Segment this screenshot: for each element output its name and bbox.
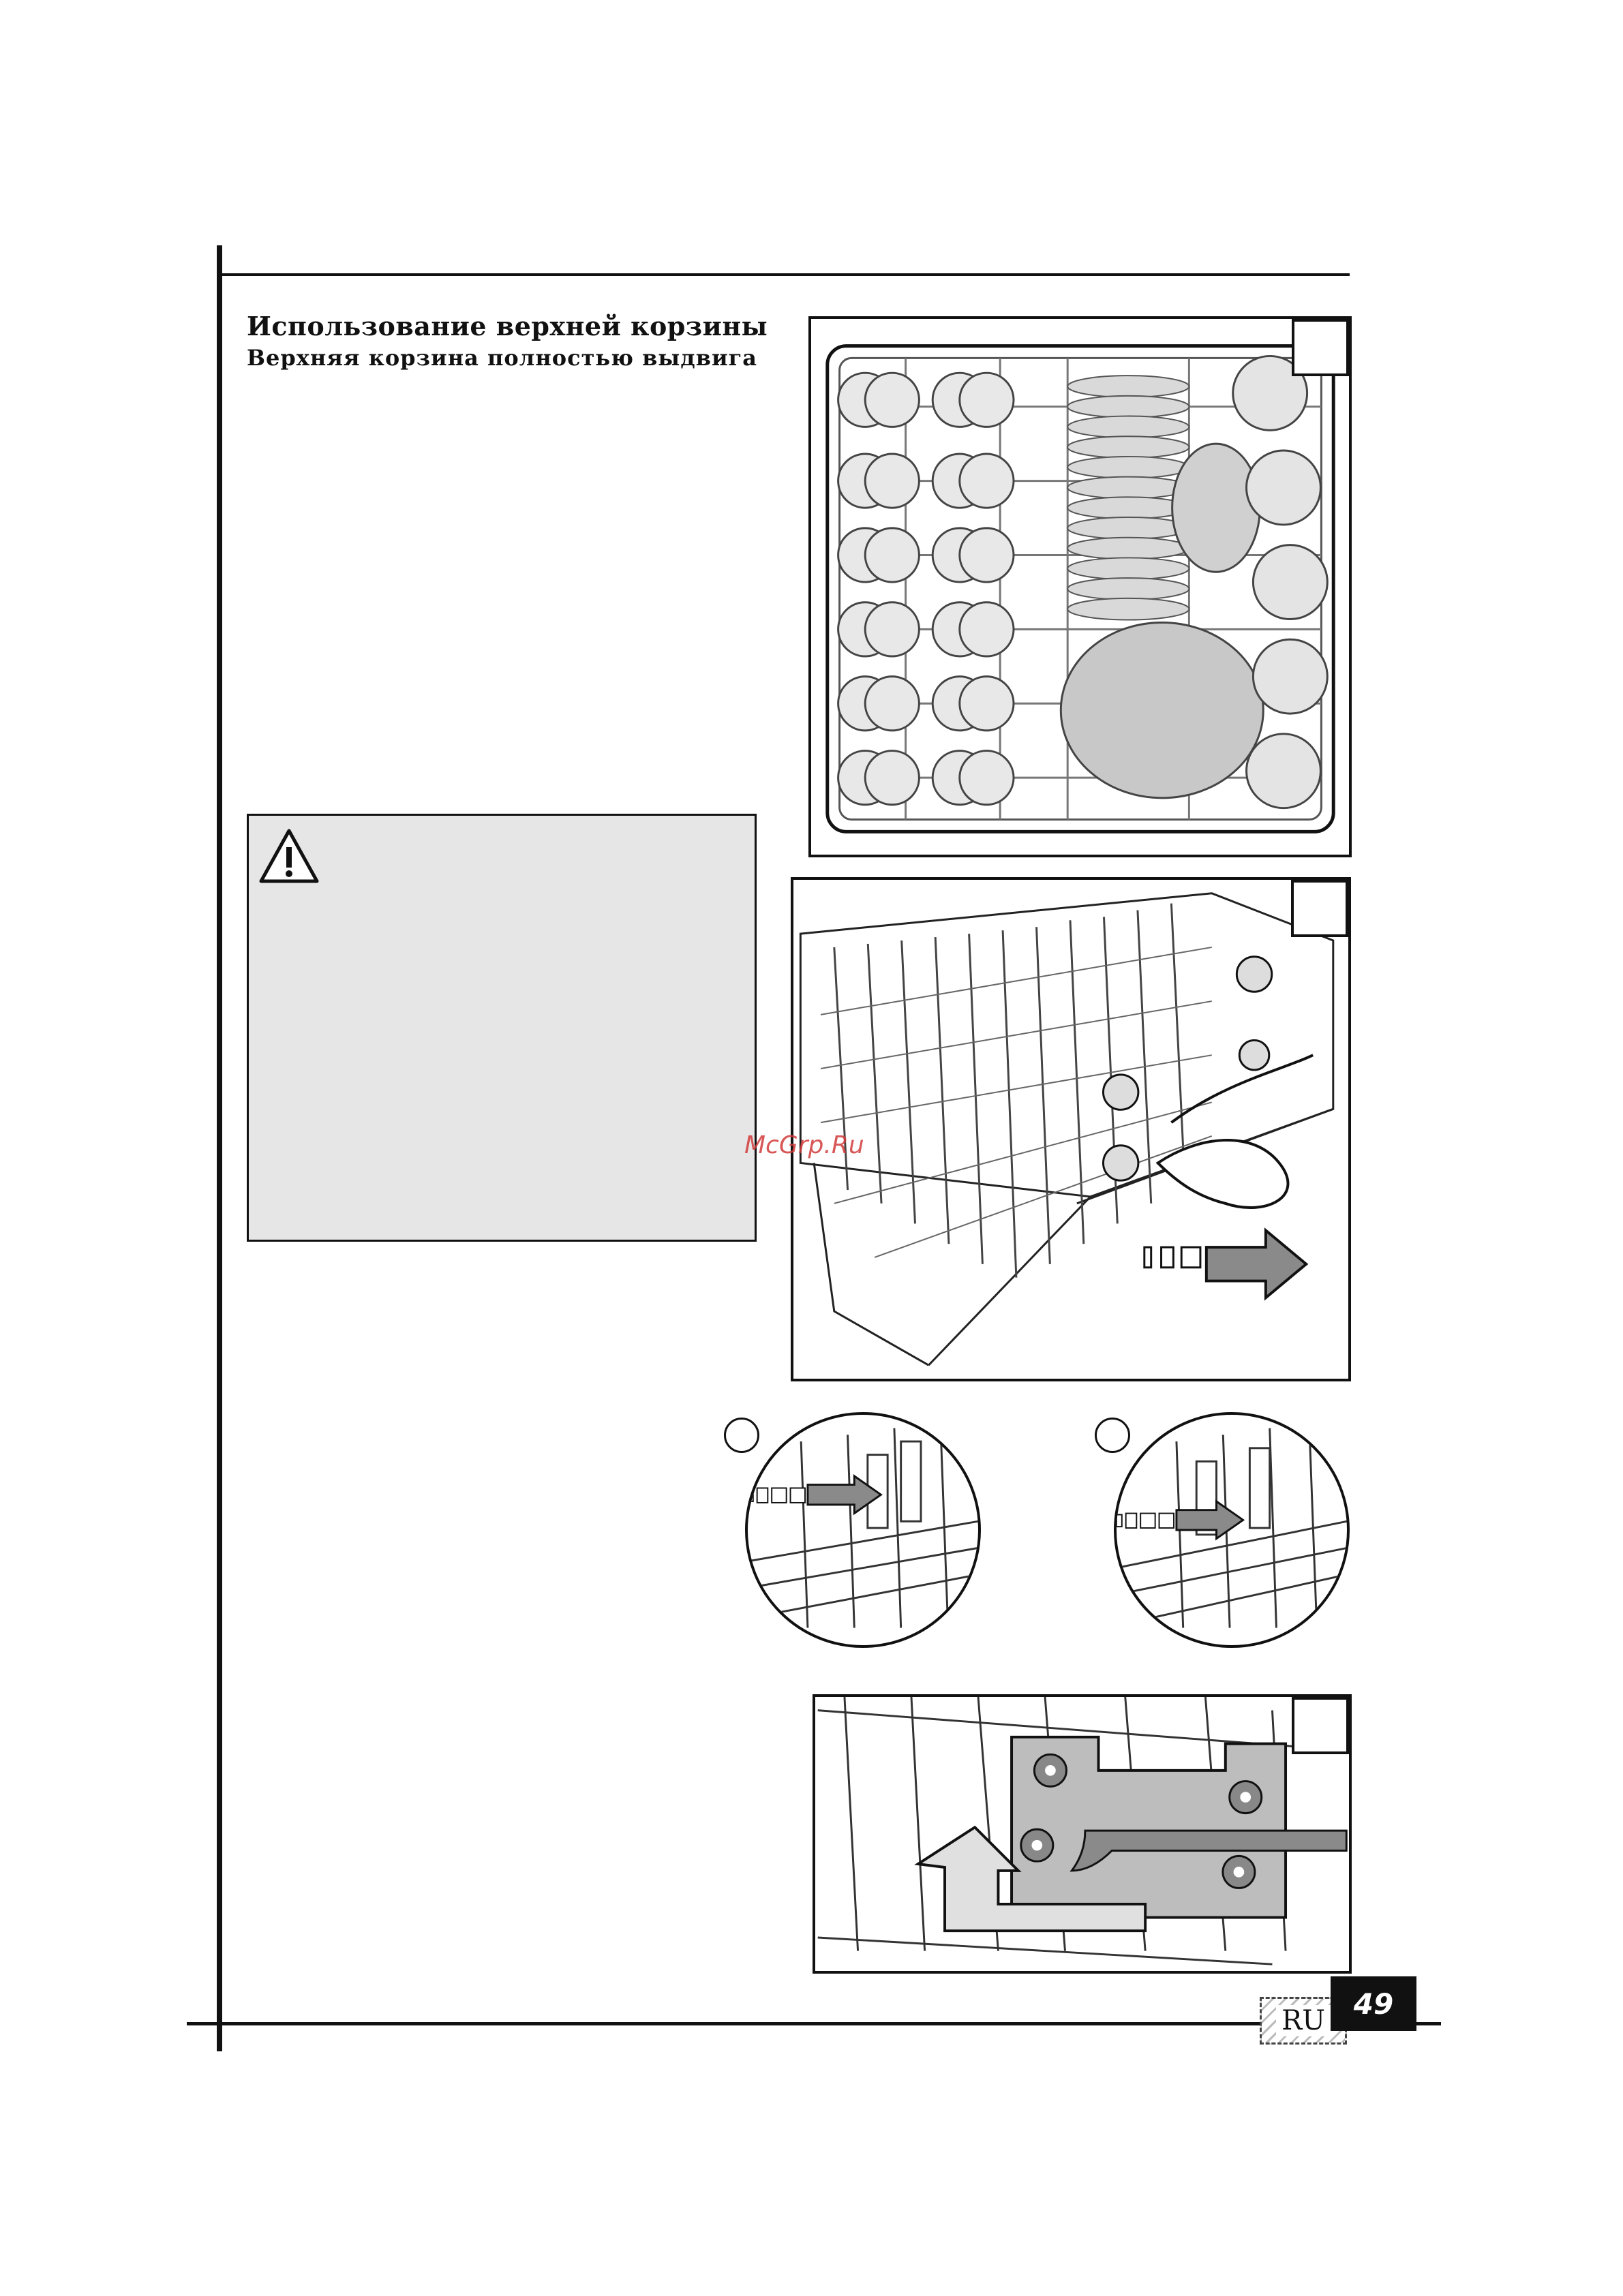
figure-label-box	[1291, 880, 1348, 937]
top-rule	[217, 273, 1350, 276]
figure-basket-rail-detail	[813, 1694, 1352, 1974]
figure-detail-circle-a	[745, 1412, 981, 1648]
section-title: Использование верхней корзины	[247, 311, 768, 341]
language-code: RU	[1276, 2005, 1331, 2036]
figure-basket-pull-out	[791, 877, 1351, 1381]
figure-upper-basket-top-view	[808, 316, 1352, 857]
warning-triangle-icon	[258, 828, 320, 885]
detail-label-circle	[1095, 1418, 1130, 1453]
detail-label-circle	[724, 1418, 759, 1453]
rail-hook-illustration	[815, 1697, 1349, 1971]
watermark-text: McGrp.Ru	[744, 1131, 864, 1159]
warning-box	[247, 814, 757, 1242]
section-subtitle: Верхняя корзина полностью выдвига	[247, 345, 758, 371]
figure-label-box	[1292, 1697, 1349, 1754]
bottom-rule	[187, 2022, 1441, 2025]
latch-detail-b-illustration	[1117, 1415, 1347, 1645]
figure-detail-circle-b	[1114, 1412, 1350, 1648]
figure-label-box	[1292, 319, 1349, 376]
page-number: 49	[1331, 1976, 1416, 2031]
basket-side-illustration	[793, 880, 1348, 1379]
latch-detail-a-illustration	[748, 1415, 978, 1645]
basket-dishes-illustration	[811, 319, 1349, 855]
left-margin-rule	[217, 245, 222, 2051]
